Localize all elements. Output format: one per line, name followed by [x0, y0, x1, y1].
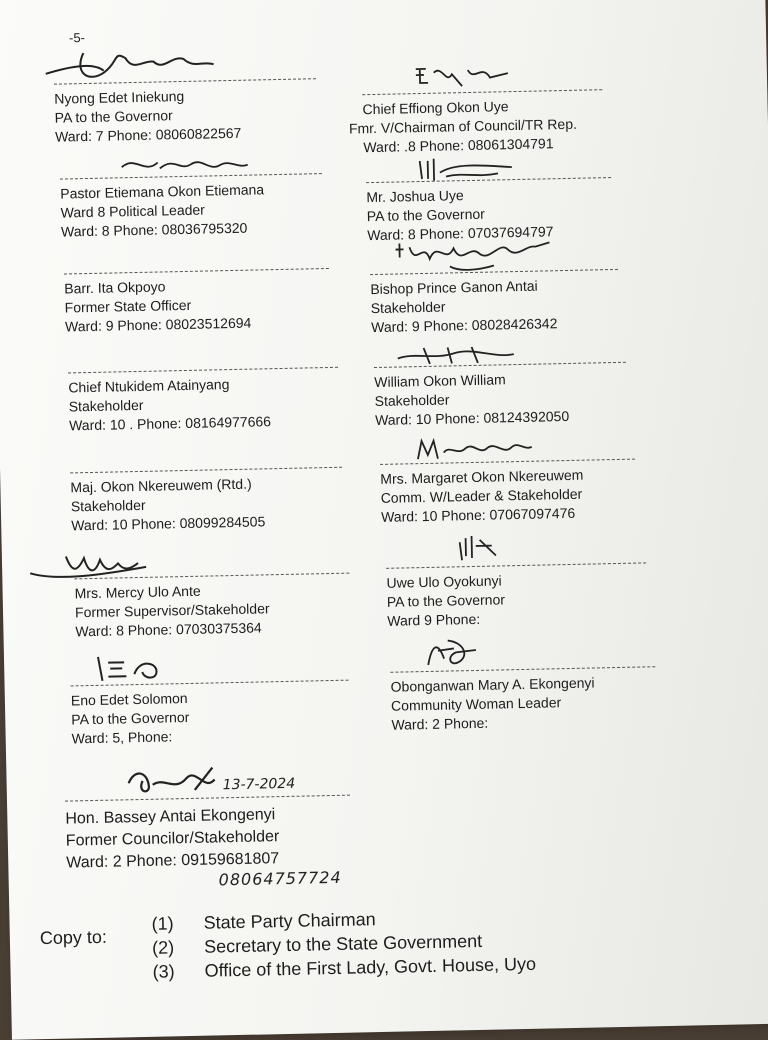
signatory-ward-phone: Ward: 10 Phone: 07067097476 [380, 504, 576, 525]
signatory-ward-phone: Ward: 9 Phone: 08023512694 [64, 314, 252, 335]
signatory-name: Hon. Bassey Antai Ekongenyi [65, 806, 276, 828]
signatory-left-2 [60, 174, 265, 240]
signatory-title: Community Woman Leader [390, 694, 562, 714]
signatory-title: PA to the Governor [386, 591, 506, 610]
signatory-name: Obonganwan Mary A. Ekongenyi [390, 674, 595, 695]
signatory-name: Chief Effiong Okon Uye [362, 98, 509, 118]
signatory-right-2 [366, 178, 554, 244]
copy-to-number: (2) [151, 937, 175, 958]
copy-to-text: Office of the First Lady, Govt. House, Uyo [204, 953, 537, 981]
signatory-ward-phone: Ward: 10 Phone: 08124392050 [374, 407, 570, 429]
signatory-title: PA to the Governor [54, 107, 173, 126]
signatory-ward-phone: Ward: 2 Phone: 09159681807 [66, 850, 280, 872]
signatory-ward-phone: Ward: 5, Phone: [71, 728, 173, 747]
signatory-title: Former Supervisor/Stakeholder [74, 600, 270, 621]
signatory-right-7 [390, 667, 595, 733]
copy-to-text: Secretary to the State Government [203, 930, 483, 957]
signatory-name: Pastor Etiemana Okon Etiemana [60, 181, 265, 202]
signatory-name: Nyong Edet Iniekung [54, 87, 185, 107]
handwritten-phone: 08064757724 [218, 867, 342, 890]
signatory-ward-phone: Ward 9 Phone: [387, 610, 481, 629]
signature-date: 13-7-2024 [222, 775, 296, 794]
page-number: -5- [68, 30, 86, 46]
signatory-name: William Okon William [374, 371, 506, 391]
signatory-left-5 [70, 468, 266, 534]
signatory-ward-phone: Ward: 8 Phone: 08036795320 [60, 219, 248, 240]
signature [94, 651, 195, 692]
signatory-ward-phone: Ward: 10 . Phone: 08164977666 [68, 413, 272, 434]
signatory-title: Stakeholder [68, 396, 144, 415]
signatory-title: Former State Officer [64, 296, 192, 316]
signatory-title: Stakeholder [70, 496, 146, 515]
signatory-right-1 [348, 90, 578, 156]
signatory-ward-phone: Ward: 8 Phone: 07037694797 [367, 223, 554, 244]
signatory-right-5 [380, 460, 584, 525]
copy-to-number: (3) [152, 961, 175, 982]
signatory-name: Uwe Ulo Oyokunyi [386, 572, 502, 591]
signatory-left-8 [65, 775, 296, 872]
signatory-title: PA to the Governor [366, 205, 485, 225]
signatory-ward-phone: Ward: 10 Phone: 08099284505 [71, 513, 266, 534]
signatory-ward-phone: Ward: .8 Phone: 08061304791 [363, 135, 554, 156]
signatory-name: Eno Edet Solomon [70, 690, 188, 709]
signatory-ward-phone: Ward: 7 Phone: 08060822567 [54, 124, 242, 145]
signatory-name: Mrs. Margaret Okon Nkereuwem [380, 466, 584, 487]
signatory-ward-phone: Ward: 9 Phone: 08028426342 [370, 315, 558, 336]
signatory-right-4 [374, 363, 570, 429]
signatory-name: Mrs. Mercy Ulo Ante [74, 582, 201, 602]
signatory-title: Fmr. V/Chairman of Council/TR Rep. [348, 115, 578, 137]
copy-to-text: State Party Chairman [203, 909, 376, 933]
signature [413, 432, 554, 470]
signatory-name: Maj. Okon Nkereuwem (Rtd.) [70, 475, 252, 496]
signatory-right-6 [386, 565, 506, 629]
signatory-left-4 [68, 368, 272, 434]
signatory-left-6 [74, 574, 270, 640]
copy-to-number: (1) [151, 913, 174, 934]
signatory-title: Stakeholder [370, 298, 446, 317]
signatory-ward-phone: Ward: 2 Phone: [391, 714, 489, 733]
signatory-name: Barr. Ita Okpoyo [64, 278, 166, 297]
signatory-name: Mr. Joshua Uye [366, 187, 464, 206]
signatory-title: Former Councilor/Stakeholder [65, 828, 280, 850]
signatory-title: Stakeholder [374, 391, 450, 410]
signatory-left-1 [54, 80, 242, 145]
signatory-ward-phone: Ward: 8 Phone: 07030375364 [75, 619, 262, 640]
signatory-name: Chief Ntukidem Atainyang [68, 376, 230, 396]
signatory-title: PA to the Governor [71, 708, 190, 728]
signature [124, 758, 365, 808]
copy-to-item-1 [151, 908, 376, 936]
signatory-left-7 [70, 683, 190, 747]
signatory-right-3 [370, 270, 558, 336]
signatory-left-3 [64, 270, 252, 335]
copy-to-label: Copy to: [39, 926, 108, 949]
signatory-name: Bishop Prince Ganon Antai [370, 277, 538, 298]
signatory-title: Ward 8 Political Leader [60, 201, 206, 221]
signatory-title: Comm. W/Leader & Stakeholder [380, 485, 583, 506]
